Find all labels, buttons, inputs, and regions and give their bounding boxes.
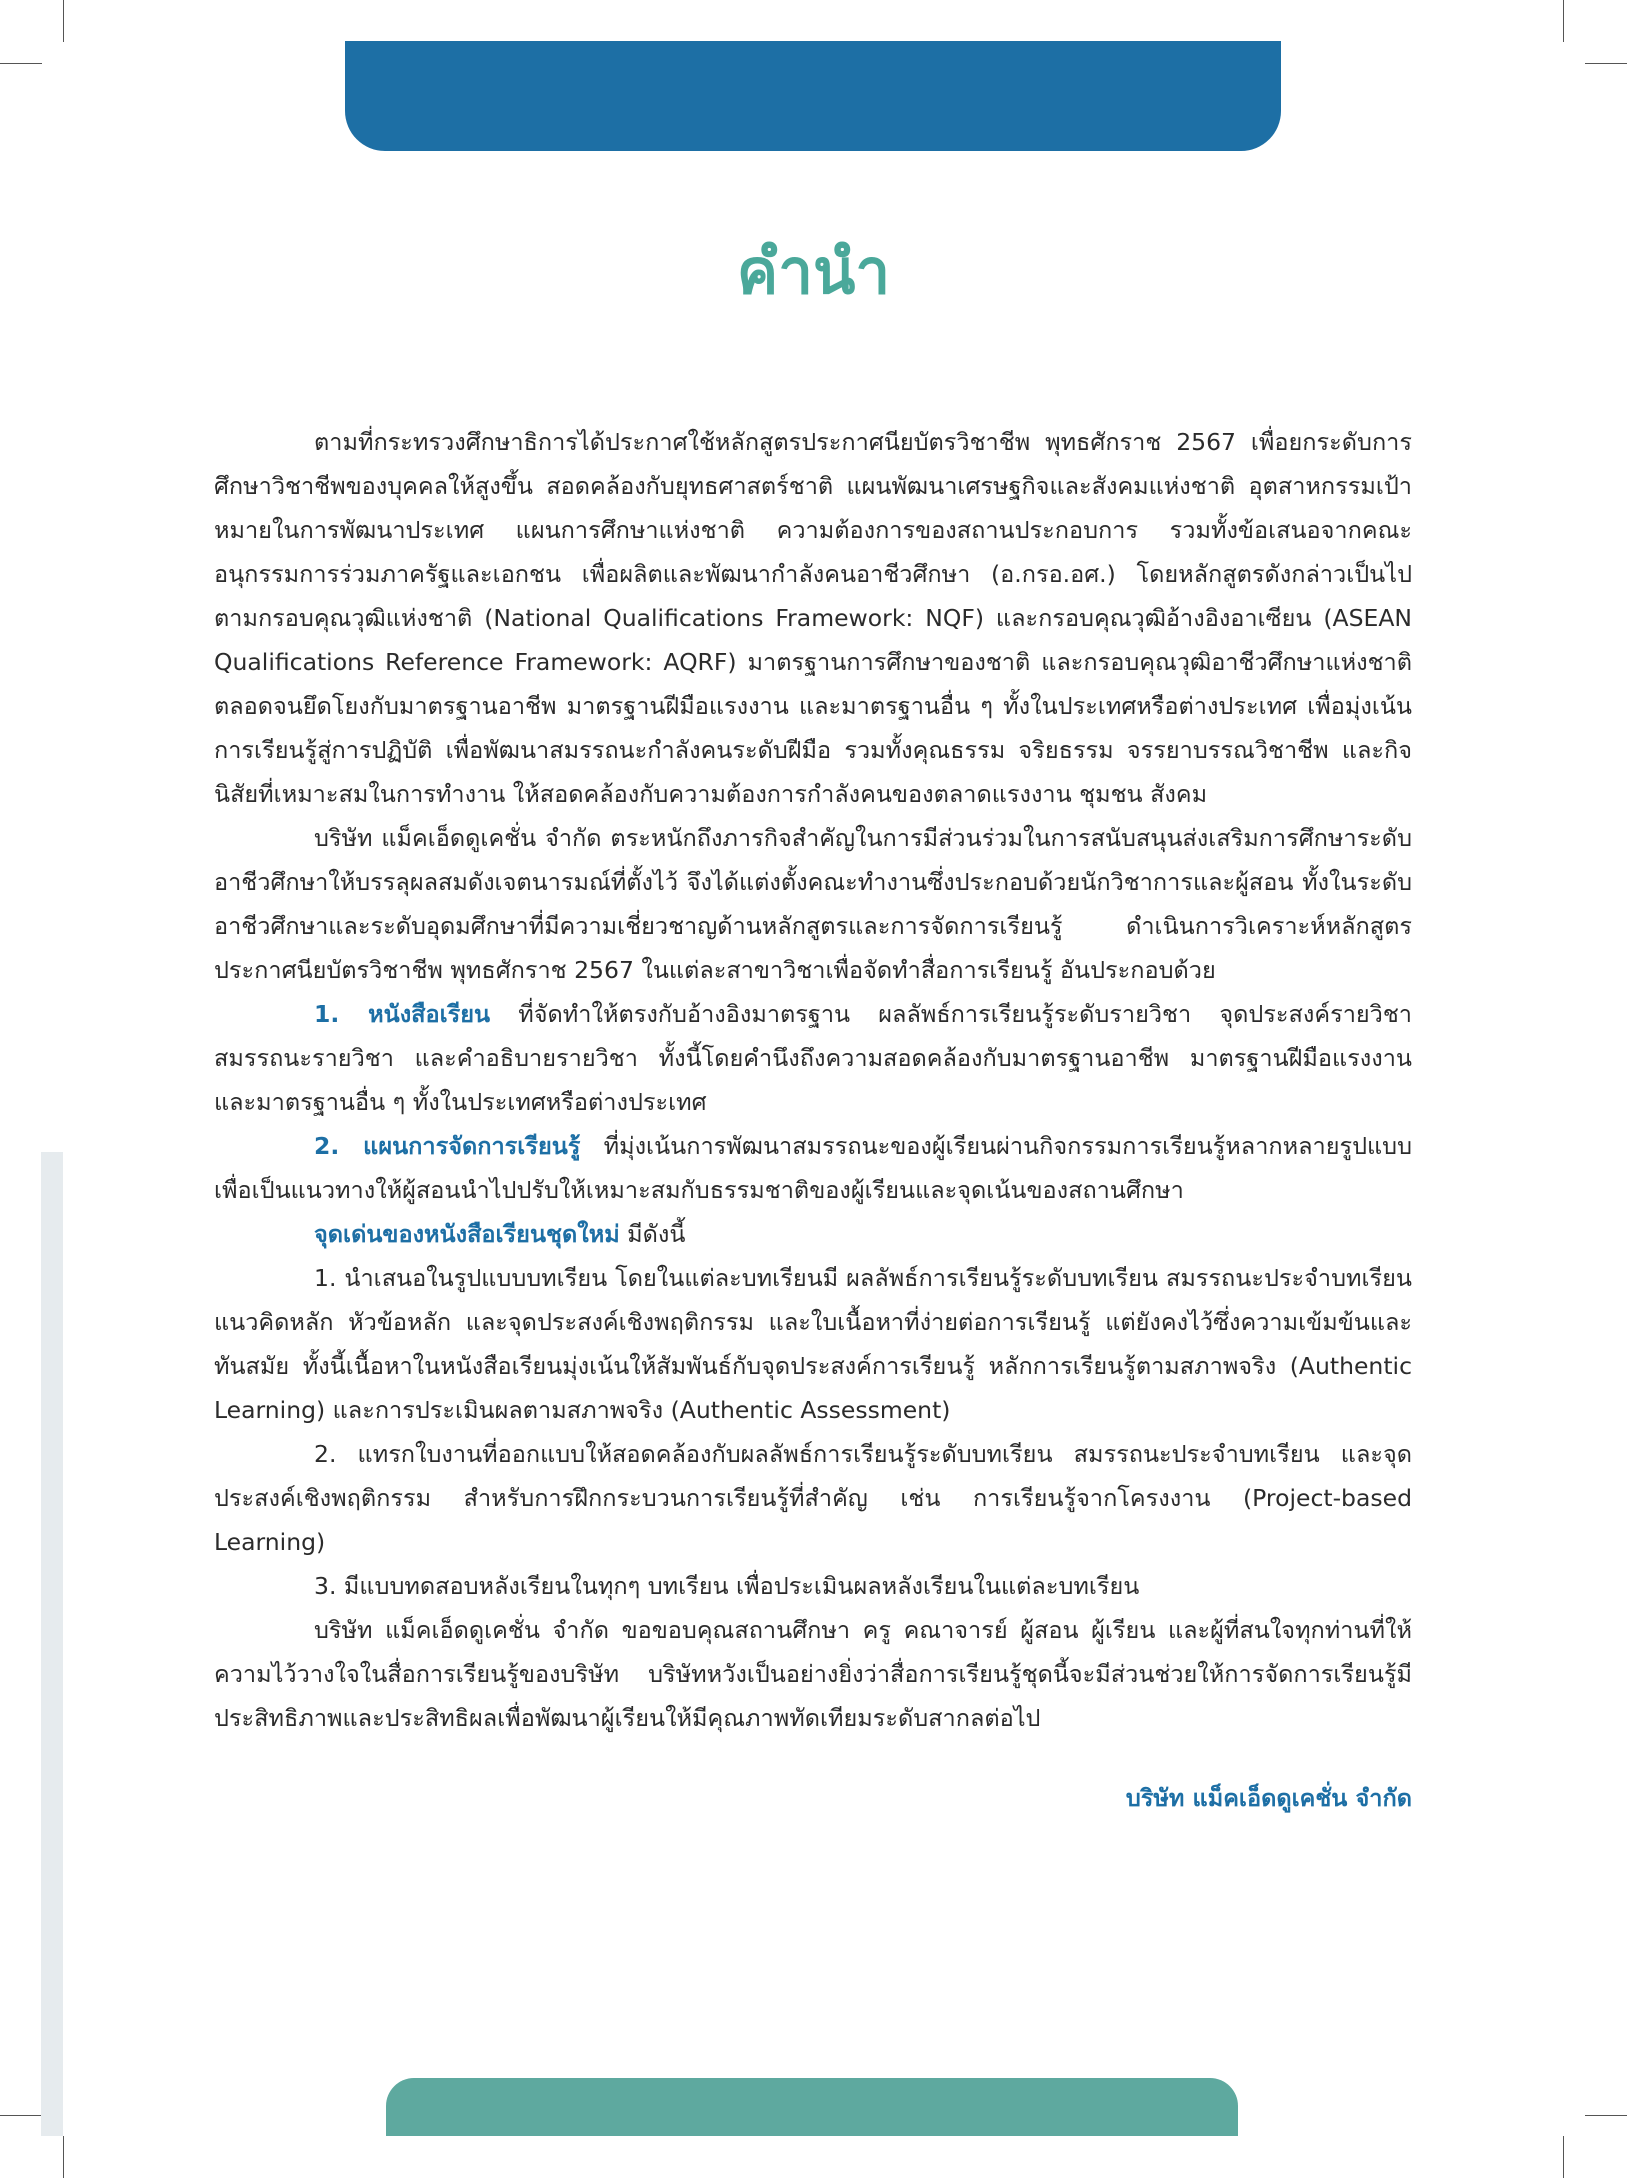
preface-body	[214, 420, 1412, 1820]
feature-item: 1. นำเสนอในรูปแบบบทเรียน โดยในแต่ละบทเรียนมี ผลลัพธ์การเรียนรู้ระดับบทเรียน สมรรถนะประจำบทเรียน แนวคิดหลัก หัวข้อหลัก และจุดประสงค์เชิงพฤติกรรม และใบเนื้อหาที่ง่ายต่อการเรียนรู้ แต่ยังคงไว้ซึ่งความเข้มข้นและทันสมัย ทั้งนี้เนื้อหาในหนังสือเรียนมุ่งเน้นให้สัมพันธ์กับจุดประสงค์การเรียนรู้ หลักการเรียนรู้ตามสภาพจริง (Authentic Learning) และการประเมินผลตามสภาพจริง (Authentic Assessment)	[214, 1264, 1412, 1424]
crop-mark	[0, 63, 42, 64]
item-lesson-plan	[214, 1124, 1412, 1212]
crop-mark	[63, 0, 64, 42]
feature-item: 2. แทรกใบงานที่ออกแบบให้สอดคล้องกับผลลัพธ์การเรียนรู้ระดับบทเรียน สมรรถนะประจำบทเรียน และจุดประสงค์เชิงพฤติกรรม สำหรับการฝึกกระบวนการเรียนรู้ที่สำคัญ เช่น การเรียนรู้จากโครงงาน (Project-based Learning)	[214, 1440, 1412, 1556]
crop-mark	[0, 2115, 42, 2116]
features-heading	[214, 1212, 1412, 1256]
crop-mark	[1585, 63, 1627, 64]
page-title: คำนำ	[736, 235, 891, 308]
company-paragraph: บริษัท แม็คเอ็ดดูเคชั่น จำกัด ตระหนักถึงภารกิจสำคัญในการมีส่วนร่วมในการสนับสนุนส่งเสริมการศึกษาระดับอาชีวศึกษาให้บรรลุผลสมดังเจตนารมณ์ที่ตั้งไว้ จึงได้แต่งตั้งคณะทำงานซึ่งประกอบด้วยนักวิชาการและผู้สอน ทั้งในระดับอาชีวศึกษาและระดับอุดมศึกษาที่มีความเชี่ยวชาญด้านหลักสูตรและการจัดการเรียนรู้ ดำเนินการวิเคราะห์หลักสูตรประกาศนียบัตรวิชาชีพ พุทธศักราช 2567 ในแต่ละสาขาวิชาเพื่อจัดทำสื่อการเรียนรู้ อันประกอบด้วย	[214, 824, 1412, 984]
item-textbook-text: ที่จัดทำให้ตรงกับอ้างอิงมาตรฐาน ผลลัพธ์การเรียนรู้ระดับรายวิชา จุดประสงค์รายวิชา สมรรถนะรายวิชา และคำอธิบายรายวิชา ทั้งนี้โดยคำนึงถึงความสอดคล้องกับมาตรฐานอาชีพ มาตรฐานฝีมือแรงงาน และมาตรฐานอื่น ๆ ทั้งในประเทศหรือต่างประเทศ	[214, 1000, 1413, 1116]
item-lesson-plan-label: 2. แผนการจัดการเรียนรู้	[314, 1132, 581, 1160]
feature-item: 3. มีแบบทดสอบหลังเรียนในทุกๆ บทเรียน เพื่อประเมินผลหลังเรียนในแต่ละบทเรียน	[314, 1572, 1140, 1600]
side-strip	[41, 1152, 63, 2136]
features-label: จุดเด่นของหนังสือเรียนชุดใหม่	[314, 1220, 620, 1248]
crop-mark	[1563, 0, 1564, 42]
bottom-banner	[386, 2078, 1238, 2136]
top-banner	[345, 41, 1281, 151]
item-textbook-label: 1. หนังสือเรียน	[314, 1000, 491, 1028]
signature: บริษัท แม็คเอ็ดดูเคชั่น จำกัด	[1125, 1784, 1412, 1812]
crop-mark	[63, 2136, 64, 2178]
crop-mark	[1563, 2136, 1564, 2178]
item-textbook	[214, 992, 1412, 1124]
crop-mark	[1585, 2115, 1627, 2116]
features-suffix: มีดังนี้	[619, 1220, 686, 1248]
intro-paragraph: ตามที่กระทรวงศึกษาธิการได้ประกาศใช้หลักสูตรประกาศนียบัตรวิชาชีพ พุทธศักราช 2567 เพื่อยกระดับการศึกษาวิชาชีพของบุคคลให้สูงขึ้น สอดคล้องกับยุทธศาสตร์ชาติ แผนพัฒนาเศรษฐกิจและสังคมแห่งชาติ อุตสาหกรรมเป้าหมายในการพัฒนาประเทศ แผนการศึกษาแห่งชาติ ความต้องการของสถานประกอบการ รวมทั้งข้อเสนอจากคณะอนุกรรมการร่วมภาครัฐและเอกชน เพื่อผลิตและพัฒนากำลังคนอาชีวศึกษา (อ.กรอ.อศ.) โดยหลักสูตรดังกล่าวเป็นไปตามกรอบคุณวุฒิแห่งชาติ (National Qualifications Framework: NQF) และกรอบคุณวุฒิอ้างอิงอาเซียน (ASEAN Qualifications Reference Framework: AQRF) มาตรฐานการศึกษาของชาติ และกรอบคุณวุฒิอาชีวศึกษาแห่งชาติ ตลอดจนยึดโยงกับมาตรฐานอาชีพ มาตรฐานฝีมือแรงงาน และมาตรฐานอื่น ๆ ทั้งในประเทศหรือต่างประเทศ เพื่อมุ่งเน้นการเรียนรู้สู่การปฏิบัติ เพื่อพัฒนาสมรรถนะกำลังคนระดับฝีมือ รวมทั้งคุณธรรม จริยธรรม จรรยาบรรณวิชาชีพ และกิจนิสัยที่เหมาะสมในการทำงาน ให้สอดคล้องกับความต้องการกำลังคนของตลาดแรงงาน ชุมชน สังคม	[214, 428, 1412, 808]
item-lesson-plan-text: ที่มุ่งเน้นการพัฒนาสมรรถนะของผู้เรียนผ่านกิจกรรมการเรียนรู้หลากหลายรูปแบบ เพื่อเป็นแนวทางให้ผู้สอนนำไปปรับให้เหมาะสมกับธรรมชาติของผู้เรียนและจุดเน้นของสถานศึกษา	[214, 1132, 1412, 1204]
closing-paragraph: บริษัท แม็คเอ็ดดูเคชั่น จำกัด ขอขอบคุณสถานศึกษา ครู คณาจารย์ ผู้สอน ผู้เรียน และผู้ที่สนใจทุกท่านที่ให้ความไว้วางใจในสื่อการเรียนรู้ของบริษัท บริษัทหวังเป็นอย่างยิ่งว่าสื่อการเรียนรู้ชุดนี้จะมีส่วนช่วยให้การจัดการเรียนรู้มีประสิทธิภาพและประสิทธิผลเพื่อพัฒนาผู้เรียนให้มีคุณภาพทัดเทียมระดับสากลต่อไป	[214, 1616, 1412, 1732]
